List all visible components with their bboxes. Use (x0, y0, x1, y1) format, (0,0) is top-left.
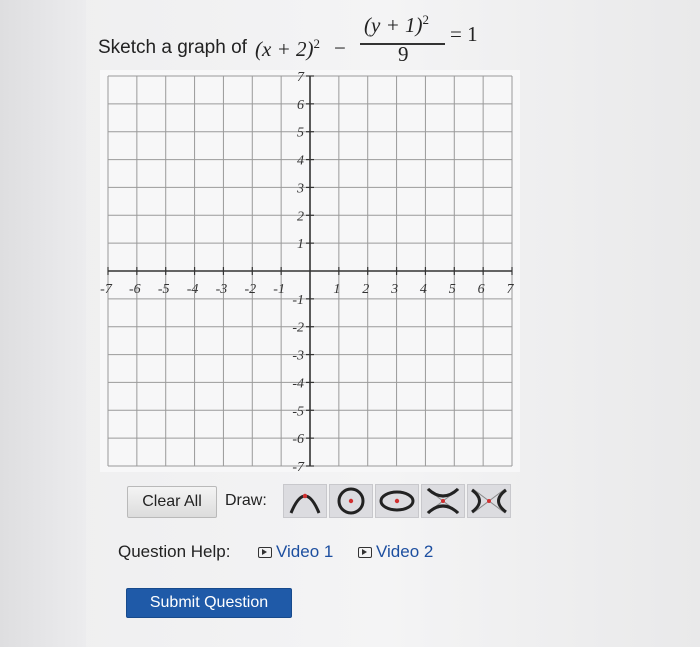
y-tick-label: -4 (292, 376, 304, 392)
hyperbola-vertical-tool-button[interactable] (421, 484, 465, 518)
hyperbola-vertical-icon (422, 485, 464, 517)
fraction-denominator: 9 (398, 42, 409, 66)
graph-canvas[interactable] (100, 70, 520, 472)
video2-label: Video 2 (376, 542, 434, 561)
y-tick-label: 2 (297, 209, 304, 225)
x-tick-label: 4 (419, 282, 427, 297)
x-tick-label: 3 (391, 282, 399, 297)
video1-label: Video 1 (276, 542, 334, 561)
x-tick-label: 6 (477, 282, 485, 297)
y-tick-label: -7 (292, 460, 304, 472)
clear-all-button[interactable]: Clear All (127, 486, 217, 518)
x-tick-label: -2 (244, 282, 257, 297)
fraction-numerator (364, 12, 429, 38)
x-tick-label: 7 (506, 282, 514, 297)
question-prompt: Sketch a graph of (98, 37, 247, 58)
x-term-exponent: 2 (313, 36, 320, 51)
x-tick-label: -3 (215, 282, 228, 297)
y-tick-label: -2 (292, 320, 304, 336)
y-tick-label: -3 (292, 348, 304, 364)
x-tick-label: -4 (186, 282, 199, 297)
x-tick-label: -1 (273, 282, 285, 297)
y-tick-label: 5 (297, 125, 304, 141)
equation-minus: − (334, 36, 346, 60)
equation-x-term (255, 36, 320, 62)
y-tick-label: 7 (297, 70, 304, 85)
play-icon (258, 547, 272, 558)
x-tick-label: 2 (362, 282, 370, 297)
x-tick-label: 5 (448, 282, 456, 297)
x-tick-label: -7 (100, 282, 112, 297)
equation-equals-one: = 1 (450, 22, 478, 46)
parabola-icon (284, 485, 326, 517)
y-term-text: (y + 1) (364, 13, 423, 37)
graph-svg[interactable] (100, 70, 520, 472)
y-term-exponent: 2 (422, 12, 429, 27)
y-tick-label: 6 (297, 97, 304, 113)
y-tick-label: 4 (297, 153, 304, 169)
hyperbola-horizontal-icon (468, 485, 510, 517)
circle-tool-button[interactable] (329, 484, 373, 518)
x-tick-label: 1 (333, 282, 341, 297)
submit-question-button[interactable]: Submit Question (126, 588, 292, 618)
y-tick-label: -5 (292, 404, 304, 420)
screen-edge (0, 0, 86, 647)
circle-icon (330, 485, 372, 517)
draw-toolbar (127, 484, 527, 520)
parabola-tool-button[interactable] (283, 484, 327, 518)
draw-label: Draw: (225, 492, 267, 509)
y-tick-label: 1 (297, 237, 304, 253)
question-header (98, 14, 538, 74)
y-tick-label: 3 (297, 181, 304, 197)
video1-link[interactable] (258, 542, 333, 562)
ellipse-icon (376, 485, 418, 517)
play-icon (358, 547, 372, 558)
y-tick-label: -6 (292, 432, 304, 448)
hyperbola-horizontal-tool-button[interactable] (467, 484, 511, 518)
y-tick-label: -1 (292, 292, 304, 308)
question-help-label: Question Help: (118, 542, 231, 561)
x-term-text: (x + 2) (255, 37, 314, 61)
video2-link[interactable] (358, 542, 433, 562)
x-tick-label: -6 (129, 282, 141, 297)
ellipse-tool-button[interactable] (375, 484, 419, 518)
x-tick-label: -5 (157, 282, 170, 297)
